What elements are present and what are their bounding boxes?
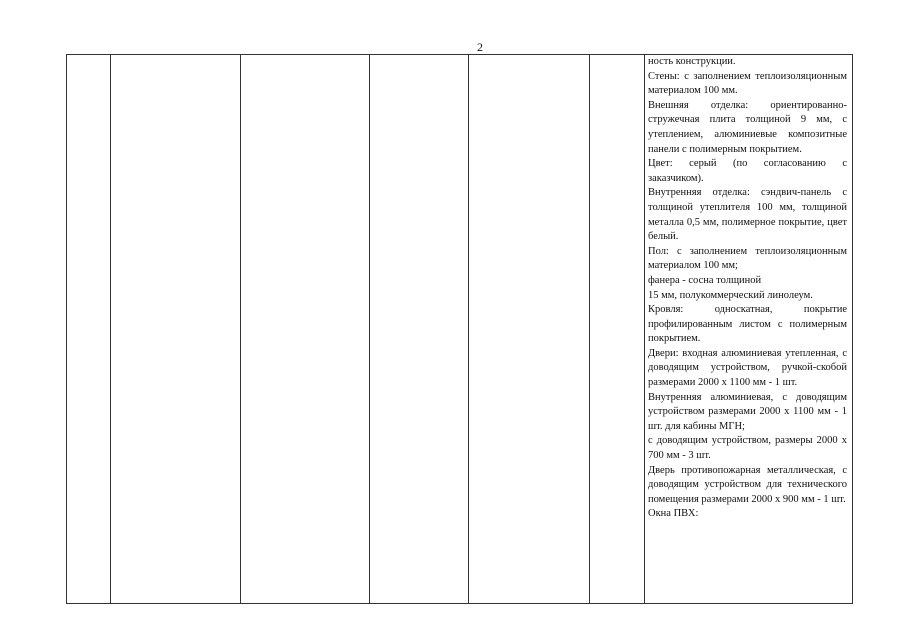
table-cell-col-4 [370,55,469,604]
table-row [67,55,853,604]
spec-paragraph: Стены: с заполнением теплоизоляционным материалом 100 мм. [648,70,847,97]
spec-paragraph: Дверь противопожарная металлическая, с доводящим устройством для технического помещения размерами 2000 х 900 мм - 1 шт. [648,464,847,505]
specification-table [66,54,853,604]
spec-paragraph: с доводящим устройством, размеры 2000 х 700 мм - 3 шт. [648,435,847,462]
page-number: 2 [477,40,483,54]
spec-paragraph: Кровля: односкатная, покрытие профилированным листом с полимерным покрытием. [648,304,847,345]
spec-paragraph: Внутренняя алюминиевая, с доводящим устройством размерами 2000 х 1100 мм - 1 шт. для кабины МГН; [648,391,847,432]
table-cell-index [67,55,111,604]
spec-paragraph: Внутренняя отделка: сэндвич-панель с толщиной утеплителя 100 мм, толщиной металла 0,5 мм, полимерное покрытие, цвет белый. [648,187,847,243]
spec-paragraph: Цвет: серый (по согласованию с заказчиком). [648,158,847,184]
spec-paragraph: 15 мм, полукоммерческий линолеум. [648,289,813,301]
table-cell-name [111,55,241,604]
table-cell-col-3 [241,55,370,604]
spec-paragraph: ность конструкции. [648,56,736,67]
spec-paragraph: Внешняя отделка: ориентированно-стружечная плита толщиной 9 мм, с утеплением, алюминиевые композитные панели с полимерным покрытием. [648,99,847,155]
table-cell-specification [645,55,853,604]
table-cell-col-6 [590,55,645,604]
spec-paragraph: Пол: с заполнением теплоизоляционным материалом 100 мм; [648,245,847,272]
table-cell-col-5 [469,55,590,604]
spec-paragraph: Окна ПВХ: [648,508,699,520]
spec-paragraph: фанера - сосна толщиной [648,274,762,286]
spec-paragraph: Двери: входная алюминиевая утепленная, с доводящим устройством, ручкой-скобой размерами 2000 х 1100 мм - 1 шт. [648,347,847,389]
